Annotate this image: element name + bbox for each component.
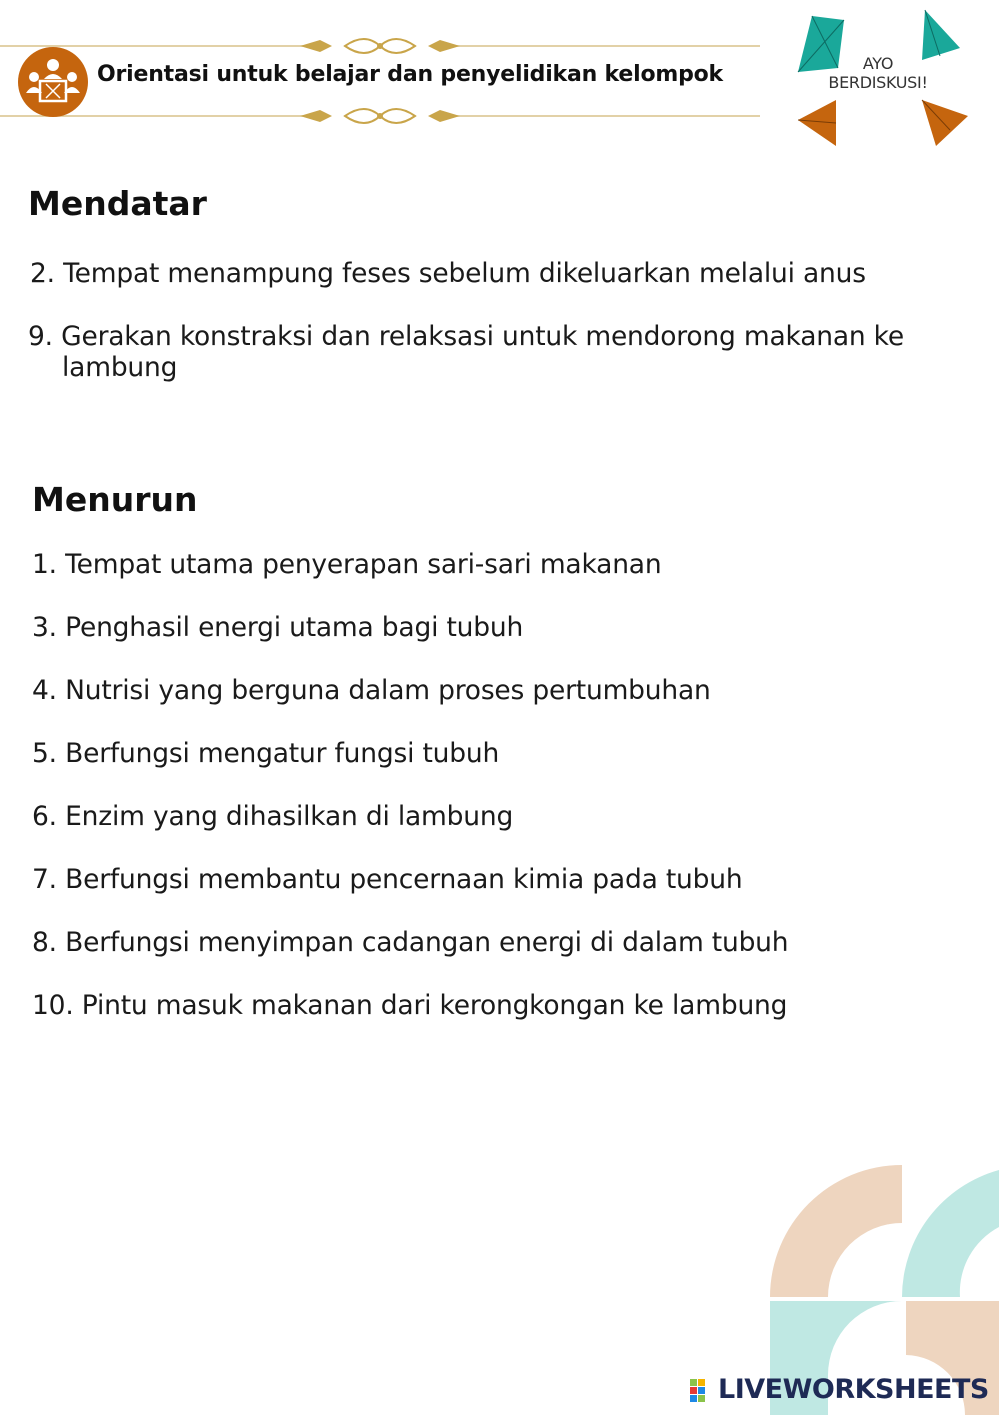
badge-text: AYO BERDISKUSI! xyxy=(828,54,928,92)
clue-item: 6. Enzim yang dihasilkan di lambung xyxy=(32,801,514,832)
page-header xyxy=(0,0,999,160)
ayo-berdiskusi-badge xyxy=(790,8,972,150)
clue-item: 9. Gerakan konstraksi dan relaksasi untuk mendorong makanan ke lambung xyxy=(28,321,904,383)
section-heading-mendatar: Mendatar xyxy=(28,184,207,223)
clue-item: 2. Tempat menampung feses sebelum dikeluarkan melalui anus xyxy=(30,258,866,289)
liveworksheets-logo-icon xyxy=(690,1379,714,1403)
clue-item: 3. Penghasil energi utama bagi tubuh xyxy=(32,612,524,643)
clue-item: 1. Tempat utama penyerapan sari-sari makanan xyxy=(32,549,662,580)
clue-item: 8. Berfungsi menyimpan cadangan energi di dalam tubuh xyxy=(32,927,789,958)
gold-ornament-bottom xyxy=(0,104,760,128)
gold-ornament-top xyxy=(0,34,760,58)
group-discussion-icon xyxy=(18,47,88,117)
clue-item: 10. Pintu masuk makanan dari kerongkongan ke lambung xyxy=(32,990,788,1021)
page-title: Orientasi untuk belajar dan penyelidikan kelompok xyxy=(97,62,723,87)
clue-item: 7. Berfungsi membantu pencernaan kimia pada tubuh xyxy=(32,864,743,895)
liveworksheets-logo: LIVEWORKSHEETS xyxy=(690,1374,989,1408)
clue-item: 5. Berfungsi mengatur fungsi tubuh xyxy=(32,738,500,769)
clue-item: 4. Nutrisi yang berguna dalam proses pertumbuhan xyxy=(32,675,711,706)
section-heading-menurun: Menurun xyxy=(32,480,198,519)
